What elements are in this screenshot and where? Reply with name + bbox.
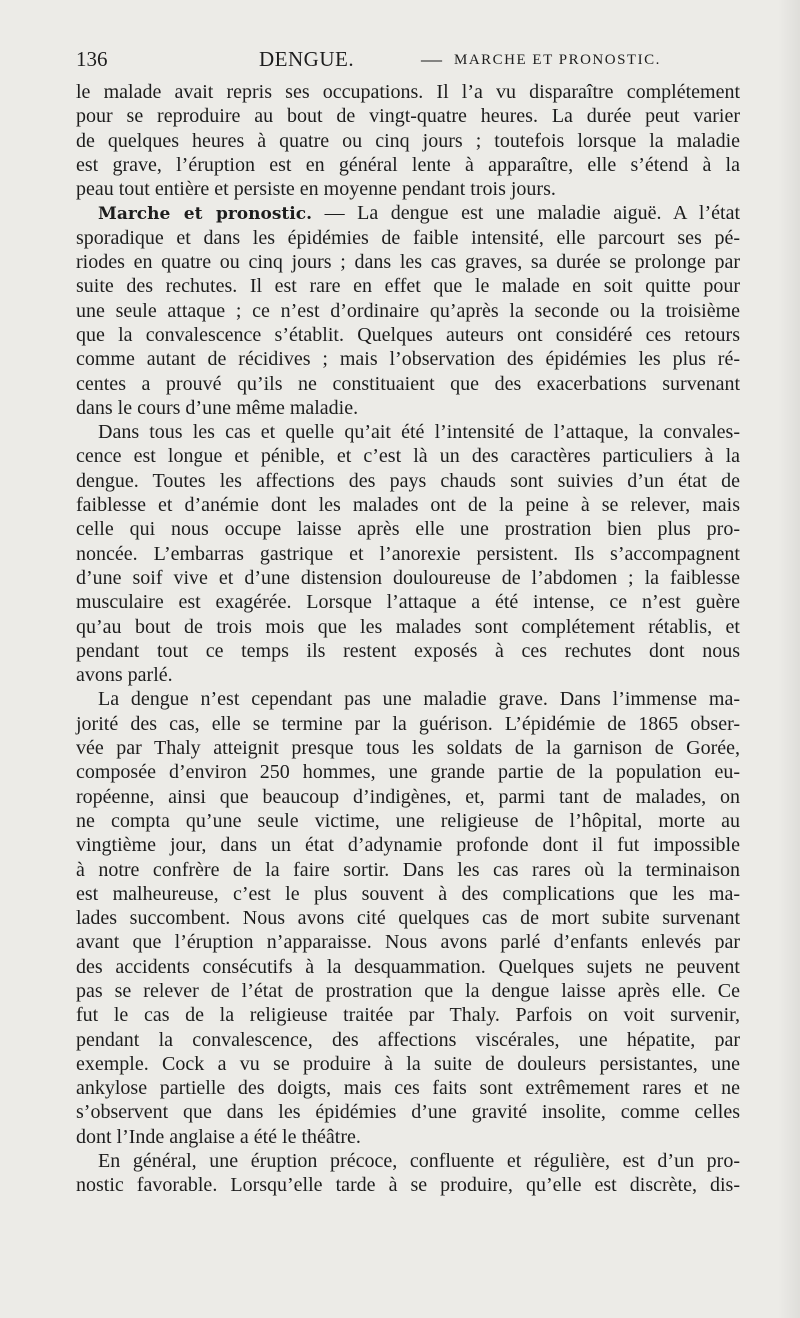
text-line (76, 104, 740, 128)
line-text: vée par Thaly atteignit presque tous les soldats de la garnison de Gorée, (76, 737, 740, 760)
text-line (76, 1052, 740, 1076)
line-text: noncée. L’embarras gastrique et l’anorexie persistent. Ils s’accompagnent (76, 542, 740, 565)
text-line (76, 615, 740, 639)
line-text: riodes en quatre ou cinq jours ; dans les cas graves, sa durée se prolonge par (76, 251, 740, 274)
line-text: des accidents consécutifs à la desquammation. Quelques sujets ne peuvent (76, 955, 740, 978)
line-text: dans le cours d’une même maladie. (76, 396, 359, 419)
line-text: En général, une éruption précoce, confluente et régulière, est d’un pro- (98, 1150, 740, 1173)
text-line (76, 663, 740, 687)
line-text: est grave, l’éruption est en général lente à apparaître, elle s’étend à la (76, 153, 740, 176)
text-line (76, 906, 740, 930)
line-text: sporadique et dans les épidémies de faible intensité, elle parcourt ses pé- (76, 226, 740, 249)
text-line (76, 760, 740, 784)
text-line (76, 1003, 740, 1027)
text-line (76, 1100, 740, 1124)
running-head-section: MARCHE ET PRONOSTIC. (454, 52, 661, 68)
text-line (76, 80, 740, 104)
line-text: La dengue n’est cependant pas une maladie grave. Dans l’immense ma- (98, 688, 740, 711)
text-line (76, 469, 740, 493)
section-heading: Marche et pronostic. (98, 204, 312, 225)
text-line (76, 566, 740, 590)
line-text: d’une soif vive et d’une distension douloureuse de l’abdomen ; la faiblesse (76, 566, 740, 589)
text-line (76, 930, 740, 954)
text-line (76, 712, 740, 736)
line-text: jorité des cas, elle se termine par la guérison. L’épidémie de 1865 obser- (76, 712, 740, 735)
line-text: vingtième jour, dans un état d’adynamie profonde dont il fut impossible (76, 834, 740, 857)
line-text: cence est longue et pénible, et c’est là un des caractères particuliers à la (76, 445, 740, 468)
line-text: pas se relever de l’état de prostration que la dengue laisse après elle. Ce (76, 979, 740, 1002)
line-text: dengue. Toutes les affections des pays chauds sont suivies d’un état de (76, 469, 740, 492)
line-text: ankylose partielle des doigts, mais ces faits sont extrêmement rares et ne (76, 1077, 740, 1100)
line-text: centes a prouvé qu’ils ne constituaient que des exacerbations survenant (76, 372, 740, 395)
text-line (76, 1028, 740, 1052)
line-text: pour se reproduire au bout de vingt-quatre heures. La durée peut varier (76, 105, 740, 128)
line-text: celle qui nous occupe laisse après elle une prostration bien plus pro- (76, 518, 740, 541)
line-text: — La dengue est une maladie aiguë. A l’état (312, 202, 740, 225)
text-line (76, 1076, 740, 1100)
text-line (76, 882, 740, 906)
text-line (76, 201, 740, 225)
text-line (76, 299, 740, 323)
text-line (76, 372, 740, 396)
line-text: fut le cas de la religieuse traitée par Thaly. Parfois on voit survenir, (76, 1004, 740, 1027)
line-text: dont l’Inde anglaise a été le théâtre. (76, 1125, 361, 1148)
line-text: à notre confrère de la faire sortir. Dans les cas rares où la terminaison (76, 858, 740, 881)
line-text: comme autant de récidives ; mais l’observation des épidémies les plus ré- (76, 348, 740, 371)
text-line (76, 420, 740, 444)
line-text: peau tout entière et persiste en moyenne pendant trois jours. (76, 178, 556, 201)
text-line (76, 1149, 740, 1173)
line-text: Dans tous les cas et quelle qu’ait été l’intensité de l’attaque, la convales- (98, 421, 740, 444)
line-text: lades succombent. Nous avons cité quelques cas de mort subite survenant (76, 907, 740, 930)
text-line (76, 493, 740, 517)
text-line (76, 396, 740, 420)
page-number: 136 (76, 47, 108, 71)
text-line (76, 153, 740, 177)
line-text: musculaire est exagérée. Lorsque l’attaque a été intense, ce n’est guère (76, 591, 740, 614)
text-line (76, 542, 740, 566)
line-text: ropéenne, ainsi que beaucoup d’indigènes, et, parmi tant de malades, on (76, 785, 740, 808)
line-text: composée d’environ 250 hommes, une grande partie de la population eu- (76, 761, 740, 784)
page-edge-shadow (778, 0, 800, 1318)
line-text: pendant tout ce temps ils restent exposés à ces rechutes dont nous (76, 639, 740, 662)
running-head-title: DENGUE. (259, 47, 355, 71)
text-line (76, 809, 740, 833)
line-text: nostic favorable. Lorsqu’elle tarde à se produire, qu’elle est discrète, dis- (76, 1174, 740, 1197)
text-line (76, 1125, 740, 1149)
line-text: une seule attaque ; ce n’est d’ordinaire qu’après la seconde ou la troisième (76, 299, 740, 322)
text-line (76, 639, 740, 663)
running-head-dash: — (421, 47, 442, 71)
text-line (76, 1173, 740, 1197)
line-text: faiblesse et d’anémie dont les malades ont de la peine à se relever, mais (76, 494, 740, 517)
text-line (76, 590, 740, 614)
text-line (76, 226, 740, 250)
text-line (76, 736, 740, 760)
text-line (76, 955, 740, 979)
line-text: avant que l’éruption n’apparaisse. Nous avons parlé d’enfants enlevés par (76, 931, 740, 954)
running-head (76, 44, 740, 74)
text-line (76, 129, 740, 153)
line-text: qu’au bout de trois mois que les malades sont complétement rétablis, et (76, 615, 740, 638)
line-text: suite des rechutes. Il est rare en effet que le malade en soit quitte pour (76, 275, 740, 298)
text-line (76, 785, 740, 809)
text-line (76, 177, 740, 201)
text-line (76, 687, 740, 711)
text-line (76, 858, 740, 882)
body-text (76, 80, 740, 1198)
line-text: ne compta qu’une seule victime, une religieuse de l’hôpital, morte au (76, 809, 740, 832)
line-text: exemple. Cock a vu se produire à la suite de douleurs persistantes, une (76, 1052, 740, 1075)
text-line (76, 323, 740, 347)
text-line (76, 979, 740, 1003)
text-line (76, 517, 740, 541)
line-text: de quelques heures à quatre ou cinq jours ; toutefois lorsque la maladie (76, 129, 740, 152)
text-line (76, 274, 740, 298)
line-text: pendant la convalescence, des affections viscérales, une hépatite, par (76, 1028, 740, 1051)
text-line (76, 833, 740, 857)
line-text: le malade avait repris ses occupations. Il l’a vu disparaître complétement (76, 81, 740, 103)
text-line (76, 250, 740, 274)
text-line (76, 444, 740, 468)
line-text: avons parlé. (76, 664, 173, 687)
line-text: est malheureuse, c’est le plus souvent à des complications que les ma- (76, 882, 740, 905)
text-line (76, 347, 740, 371)
line-text: que la convalescence s’établit. Quelques auteurs ont considéré ces retours (76, 323, 740, 346)
line-text: s’observent que dans les épidémies d’une gravité insolite, comme celles (76, 1101, 740, 1124)
